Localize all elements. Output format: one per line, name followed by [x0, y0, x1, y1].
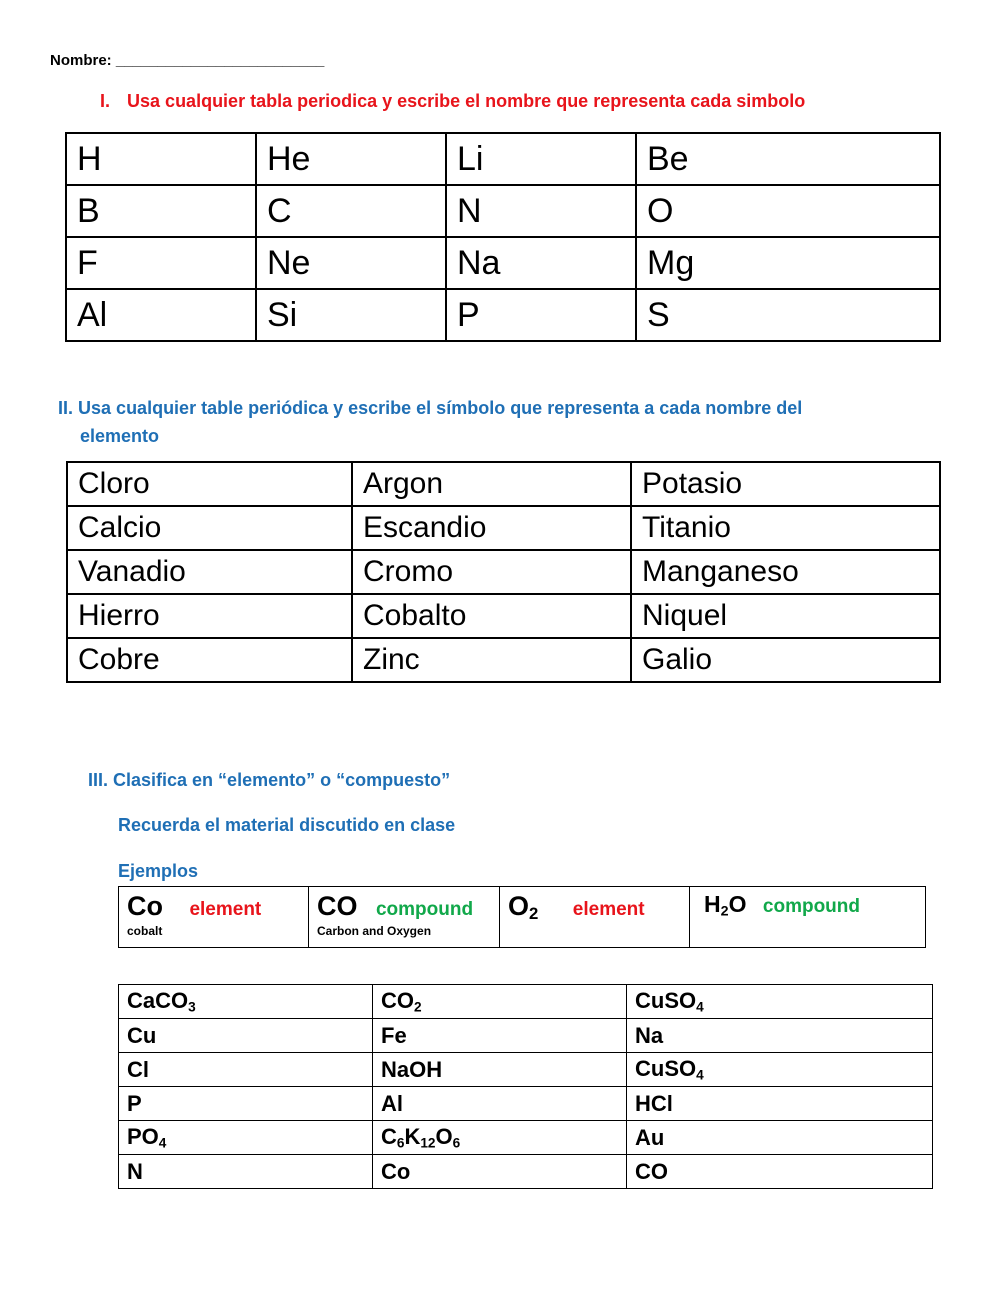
element-name-cell: Galio [631, 638, 940, 682]
element-name-cell: Cobalto [352, 594, 631, 638]
symbol-cell: B [66, 185, 256, 237]
element-name-cell: Vanadio [67, 550, 352, 594]
example-symbol: CO [317, 891, 358, 921]
formula-cell: $C_6K_{12}O_6$ [373, 1121, 627, 1155]
section-2-title-line1: Usa cualquier table periódica y escribe el símbolo que representa a cada nombre del [78, 398, 803, 418]
example-cell-3 [500, 887, 690, 948]
example-symbol: Co [127, 891, 163, 921]
formula-cell: Cl [119, 1053, 373, 1087]
table-row [119, 1053, 933, 1087]
table-row [119, 1087, 933, 1121]
formula-cell: P [119, 1087, 373, 1121]
symbol-cell: Ne [256, 237, 446, 289]
example-classification: compound [375, 899, 474, 920]
example-cell-4 [690, 887, 926, 948]
symbol-cell: Be [636, 133, 940, 185]
table-row [67, 550, 940, 594]
formula-cell: HCl [627, 1087, 933, 1121]
table-row [119, 1121, 933, 1155]
examples-row [119, 887, 926, 948]
example-classification: element [572, 899, 645, 920]
section-1-title: Usa cualquier tabla periodica y escribe el nombre que representa cada simbolo [127, 91, 806, 111]
formula-cell: CO [627, 1155, 933, 1189]
example-symbol: $H_2O$ [704, 891, 747, 920]
table-row [66, 133, 940, 185]
example-symbol: $O_2$ [508, 891, 539, 924]
element-name-cell: Calcio [67, 506, 352, 550]
element-name-cell: Manganeso [631, 550, 940, 594]
symbols-table [65, 132, 941, 342]
section-1-number: I. [100, 91, 111, 111]
symbol-cell: N [446, 185, 636, 237]
section-2-title-line2: elemento [80, 426, 160, 446]
element-name-cell: Potasio [631, 462, 940, 506]
formula-cell: Au [627, 1121, 933, 1155]
element-name-cell: Cromo [352, 550, 631, 594]
symbol-cell: Si [256, 289, 446, 341]
table-row [67, 638, 940, 682]
symbol-cell: Na [446, 237, 636, 289]
example-cell-1 [119, 887, 309, 948]
table-row [67, 506, 940, 550]
formula-cell: CaCO$_3$ [119, 985, 373, 1019]
table-row [66, 289, 940, 341]
element-name-cell: Escandio [352, 506, 631, 550]
table-row [66, 237, 940, 289]
symbol-cell: H [66, 133, 256, 185]
symbol-cell: P [446, 289, 636, 341]
table-row [66, 185, 940, 237]
classify-table [118, 984, 933, 1189]
element-name-cell: Cobre [67, 638, 352, 682]
table-row [119, 1019, 933, 1053]
symbol-cell: F [66, 237, 256, 289]
formula-cell: Co [373, 1155, 627, 1189]
table-row [119, 1155, 933, 1189]
example-classification: element [189, 899, 262, 920]
formula-cell: N [119, 1155, 373, 1189]
element-name-cell: Hierro [67, 594, 352, 638]
table-row [67, 462, 940, 506]
formula-cell: $CO_2$ [373, 985, 627, 1019]
formula-cell: NaOH [373, 1053, 627, 1087]
formula-cell: $PO_4$ [119, 1121, 373, 1155]
name-field-label: Nombre: _________________________ [50, 52, 325, 69]
element-names-table [66, 461, 941, 683]
section-3-reminder: Recuerda el material discutido en clase [118, 815, 456, 835]
formula-cell: Al [373, 1087, 627, 1121]
section-2-number: II. [58, 398, 74, 418]
element-name-cell: Cloro [67, 462, 352, 506]
formula-cell: Fe [373, 1019, 627, 1053]
symbol-cell: C [256, 185, 446, 237]
examples-table [118, 886, 926, 948]
example-note: cobalt [127, 924, 163, 938]
example-classification: compound [762, 896, 861, 917]
symbol-cell: Mg [636, 237, 940, 289]
element-name-cell: Argon [352, 462, 631, 506]
formula-cell: Na [627, 1019, 933, 1053]
element-name-cell: Titanio [631, 506, 940, 550]
formula-cell: CuSO$_4$ [627, 1053, 933, 1087]
symbol-cell: S [636, 289, 940, 341]
example-cell-2 [309, 887, 500, 948]
section-1-heading [100, 91, 805, 112]
symbol-cell: Li [446, 133, 636, 185]
table-row [67, 594, 940, 638]
table-row [119, 985, 933, 1019]
element-name-cell: Zinc [352, 638, 631, 682]
element-name-cell: Niquel [631, 594, 940, 638]
symbol-cell: Al [66, 289, 256, 341]
symbol-cell: O [636, 185, 940, 237]
formula-cell: CuSO$_4$ [627, 985, 933, 1019]
symbol-cell: He [256, 133, 446, 185]
formula-cell: Cu [119, 1019, 373, 1053]
section-2-heading [58, 394, 958, 450]
example-note: Carbon and Oxygen [317, 924, 432, 938]
examples-label: Ejemplos [118, 861, 199, 881]
section-3-title: III. Clasifica en “elemento” o “compuesto” [88, 770, 451, 790]
